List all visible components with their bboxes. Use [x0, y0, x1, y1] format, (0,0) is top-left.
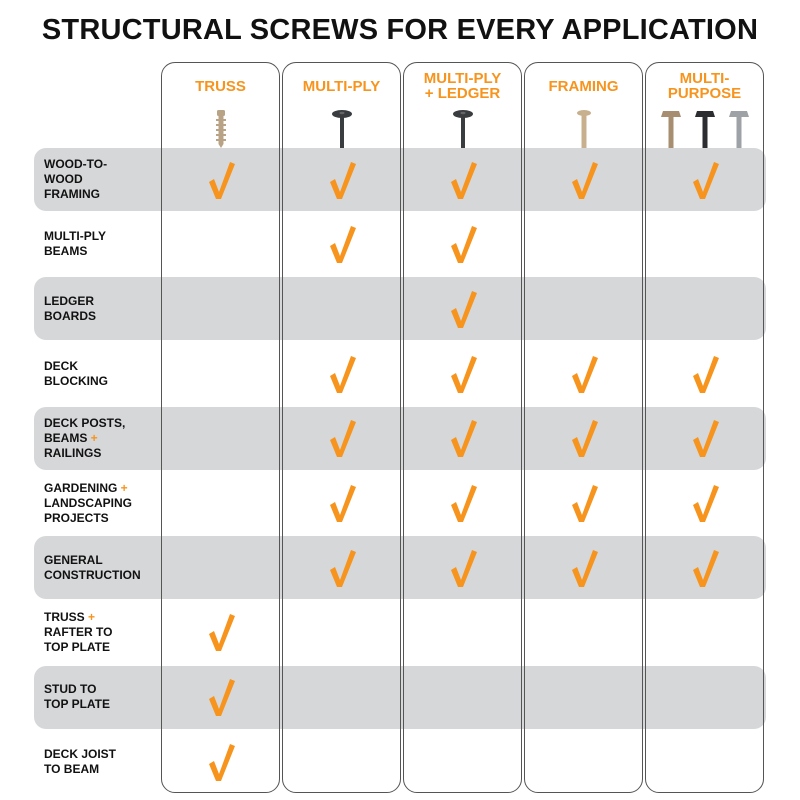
- checkmark-icon: [327, 160, 357, 200]
- check-cell: [161, 730, 280, 793]
- column-header-label: TRUSS: [195, 77, 246, 95]
- check-cell: [524, 536, 643, 599]
- column-header: [403, 66, 522, 106]
- check-cell: [282, 213, 401, 276]
- checkmark-icon: [569, 354, 599, 394]
- checkmark-icon: [569, 418, 599, 458]
- row-label-text: [44, 294, 96, 324]
- check-cell: [282, 342, 401, 405]
- row-label-line: LANDSCAPING: [44, 495, 133, 510]
- column-header-label: FRAMING: [548, 77, 619, 95]
- row-label-line: DECK JOIST: [44, 746, 117, 761]
- column-header: [524, 66, 643, 106]
- checkmark-icon: [448, 289, 478, 329]
- checkmark-icon: [206, 160, 236, 200]
- plus-sign: +: [88, 609, 96, 624]
- check-cell: [403, 342, 522, 405]
- row-label-text: [44, 359, 108, 389]
- row-label-line: STUD TO: [44, 682, 97, 697]
- check-cell: [403, 148, 522, 211]
- check-cell: [282, 407, 401, 470]
- row-label: [44, 472, 162, 535]
- check-cell: [645, 342, 764, 405]
- row-label: [44, 407, 162, 470]
- check-cell: [645, 407, 764, 470]
- flathead-icon: [331, 108, 353, 148]
- check-cell: [645, 148, 764, 211]
- check-cell: [282, 472, 401, 535]
- row-label-line: WOOD: [44, 172, 83, 186]
- checkmark-icon: [206, 677, 236, 717]
- row-label-line: LEDGER: [44, 293, 95, 308]
- row-label-line: [44, 481, 132, 496]
- column-header-label: MULTI- PURPOSE: [667, 70, 742, 102]
- row-label-line: BLOCKING: [44, 373, 108, 388]
- row-label-line: CONSTRUCTION: [44, 567, 141, 582]
- row-label: [44, 277, 162, 340]
- flathead-icon: [452, 108, 474, 148]
- check-cell: [161, 601, 280, 664]
- check-cell: [645, 536, 764, 599]
- check-cell: [403, 213, 522, 276]
- row-label-line: [44, 610, 112, 625]
- row-label-line: BOARDS: [44, 308, 97, 323]
- check-cell: [524, 148, 643, 211]
- row-label: [44, 730, 162, 793]
- checkmark-icon: [690, 548, 720, 588]
- check-cell: [524, 407, 643, 470]
- plus-sign: +: [120, 480, 128, 495]
- check-cell: [403, 407, 522, 470]
- check-cell: [524, 342, 643, 405]
- check-cell: [524, 472, 643, 535]
- row-label-line: FRAMING: [44, 187, 100, 201]
- row-label-text: [44, 229, 106, 259]
- checkmark-icon: [327, 418, 357, 458]
- checkmark-icon: [327, 224, 357, 264]
- row-label-line: GENERAL: [44, 552, 103, 567]
- row-label: [44, 342, 162, 405]
- checkmark-icon: [327, 354, 357, 394]
- thread-icon: [210, 108, 232, 148]
- row-label-part: BEAMS: [44, 430, 91, 445]
- check-cell: [403, 472, 522, 535]
- row-label-line: DECK: [44, 358, 79, 373]
- checkmark-icon: [206, 612, 236, 652]
- checkmark-icon: [327, 548, 357, 588]
- check-cell: [282, 148, 401, 211]
- plus-sign: +: [90, 430, 98, 445]
- checkmark-icon: [448, 160, 478, 200]
- row-label-part: GARDENING: [44, 480, 121, 495]
- checkmark-icon: [569, 483, 599, 523]
- column-header-label: MULTI-PLY + LEDGER: [423, 70, 502, 102]
- row-label-text: [44, 747, 116, 777]
- hex-icon: [694, 108, 716, 148]
- row-label: [44, 213, 162, 276]
- checkmark-icon: [690, 354, 720, 394]
- checkmark-icon: [690, 160, 720, 200]
- row-label-line: [44, 431, 125, 446]
- checkmark-icon: [206, 742, 236, 782]
- screw-images: [645, 108, 764, 148]
- row-label-text: [44, 157, 107, 202]
- row-label-line: TOP PLATE: [44, 639, 111, 654]
- hex-icon: [728, 108, 750, 148]
- row-label-line: PROJECTS: [44, 510, 109, 525]
- row-label-text: [44, 682, 110, 712]
- row-label-text: [44, 553, 141, 583]
- column-header: [645, 66, 764, 106]
- page-title: STRUCTURAL SCREWS FOR EVERY APPLICATION: [41, 14, 759, 46]
- screw-images: [403, 108, 522, 148]
- row-label-line: RAFTER TO: [44, 624, 113, 639]
- screw-images: [282, 108, 401, 148]
- screw-images: [524, 108, 643, 148]
- checkmark-icon: [448, 224, 478, 264]
- column-header: [161, 66, 280, 106]
- check-cell: [645, 472, 764, 535]
- row-label-text: [44, 416, 125, 461]
- row-label: [44, 601, 162, 664]
- check-cell: [403, 536, 522, 599]
- column-header-label: MULTI-PLY: [302, 77, 381, 95]
- row-label-line: DECK POSTS,: [44, 415, 126, 430]
- row-label: [44, 148, 162, 211]
- row-label-text: [44, 610, 112, 655]
- row-label-line: WOOD-TO-: [44, 157, 108, 171]
- row-label-text: [44, 481, 132, 526]
- row-label: [44, 666, 162, 729]
- checkmark-icon: [448, 483, 478, 523]
- row-label-line: TOP PLATE: [44, 697, 111, 712]
- row-label-part: TRUSS: [44, 609, 89, 624]
- checkmark-icon: [690, 483, 720, 523]
- washer-icon: [573, 108, 595, 148]
- checkmark-icon: [569, 548, 599, 588]
- checkmark-icon: [448, 548, 478, 588]
- row-label-line: TO BEAM: [44, 761, 100, 776]
- checkmark-icon: [327, 483, 357, 523]
- checkmark-icon: [569, 160, 599, 200]
- column-header: [282, 66, 401, 106]
- checkmark-icon: [690, 418, 720, 458]
- row-label-line: RAILINGS: [44, 445, 102, 460]
- row-label-line: MULTI-PLY: [44, 229, 106, 244]
- screw-images: [161, 108, 280, 148]
- check-cell: [161, 666, 280, 729]
- check-cell: [282, 536, 401, 599]
- row-label: [44, 536, 162, 599]
- checkmark-icon: [448, 354, 478, 394]
- row-label-line: BEAMS: [44, 244, 88, 259]
- check-cell: [403, 277, 522, 340]
- check-cell: [161, 148, 280, 211]
- checkmark-icon: [448, 418, 478, 458]
- hex-icon: [660, 108, 682, 148]
